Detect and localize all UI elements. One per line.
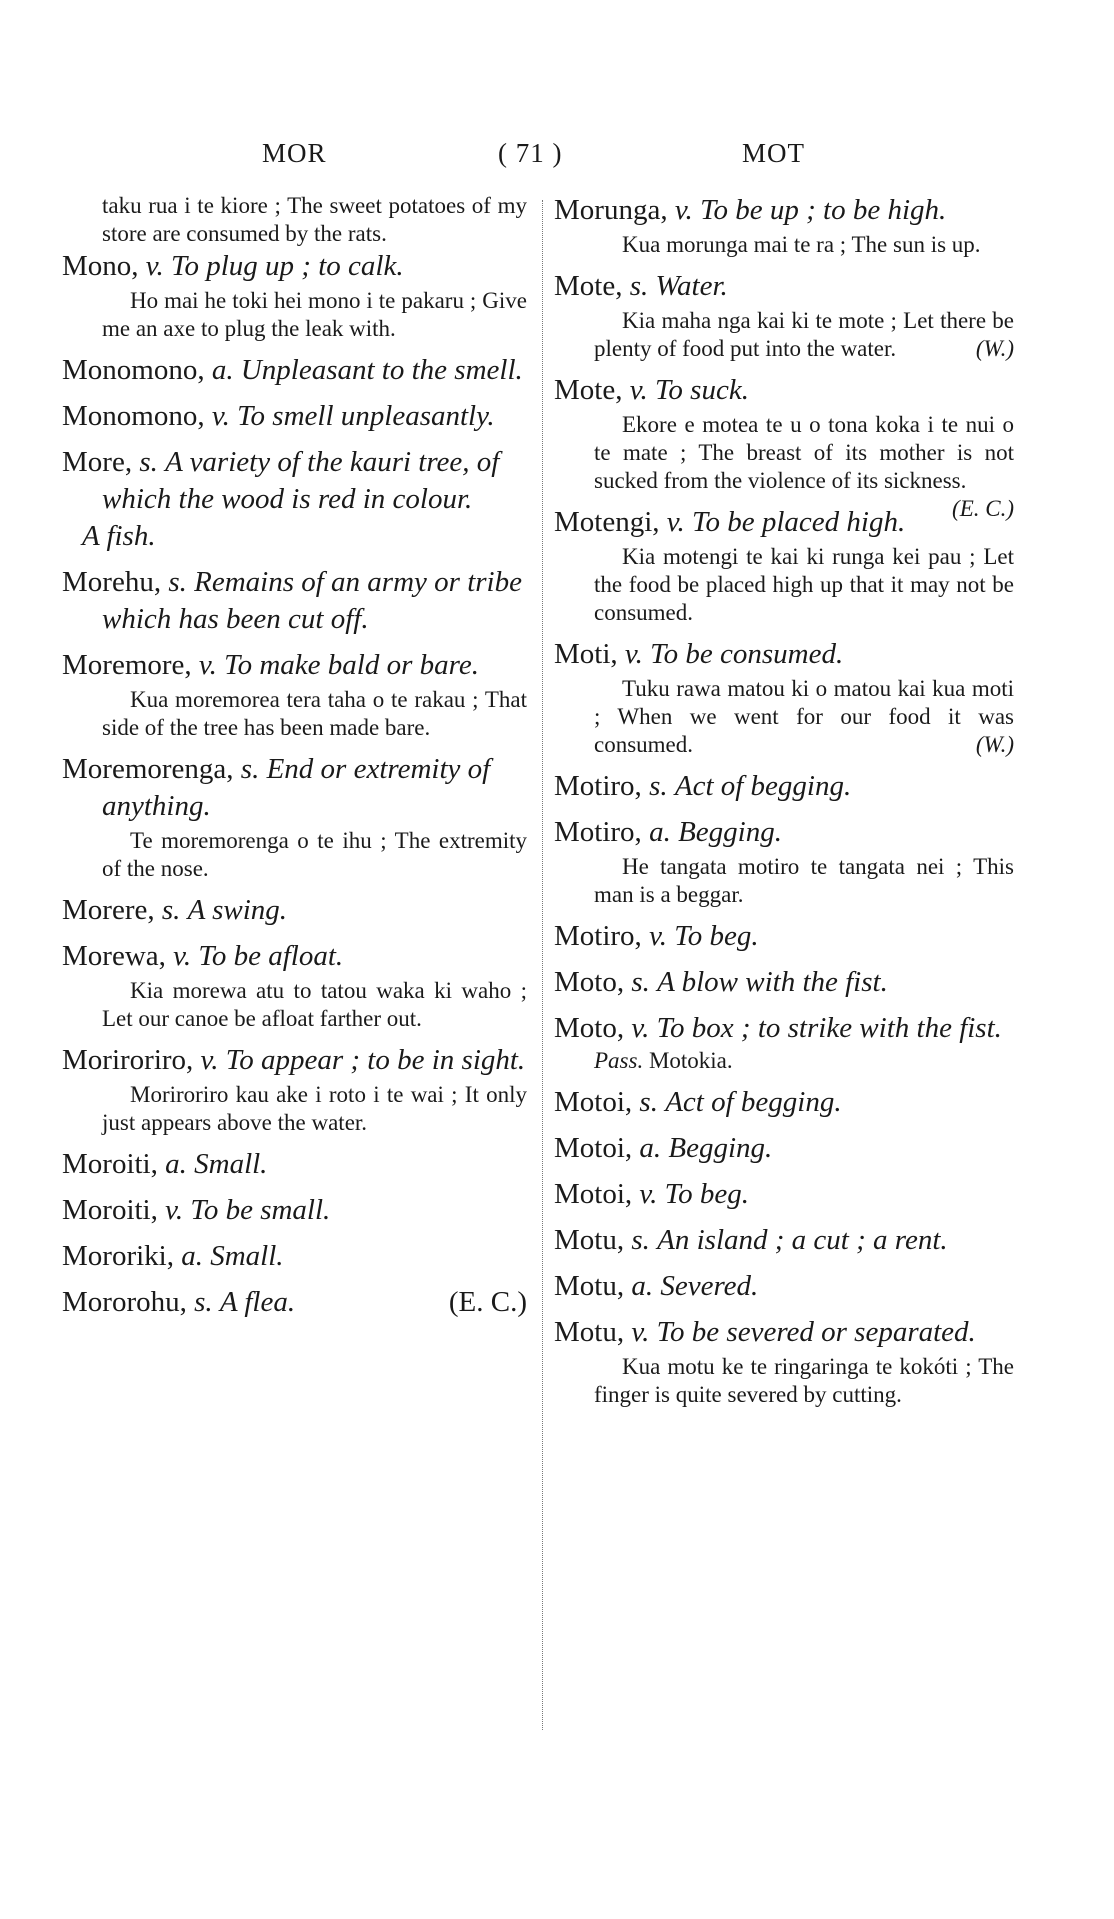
headword: Moremore,: [62, 649, 192, 681]
part-of-speech: v.: [624, 638, 643, 670]
headword: Motengi,: [554, 506, 660, 538]
entry-head: [62, 1042, 527, 1079]
part-of-speech: v.: [198, 649, 217, 681]
usage-example: [554, 307, 1014, 363]
entry-head: [62, 892, 527, 929]
entry-head: [62, 248, 527, 285]
dictionary-entry: [554, 1130, 1014, 1167]
dictionary-entry: [62, 564, 527, 638]
part-of-speech: s.: [629, 270, 649, 302]
headword: Mororiki,: [62, 1240, 174, 1272]
entry-head: [62, 938, 527, 975]
gloss: A swing.: [187, 894, 288, 926]
passive-word: Motokia.: [648, 1048, 733, 1073]
headword: Motoi,: [554, 1086, 633, 1118]
gloss: Severed.: [660, 1270, 759, 1302]
headword: Motiro,: [554, 770, 642, 802]
entry-head: [554, 1130, 1014, 1167]
example-text: Kia motengi te kai ki runga kei pau ; Let the food be placed high up that it may not be consumed.: [594, 544, 1014, 625]
entry-head: [554, 768, 1014, 805]
part-of-speech: s.: [194, 1286, 213, 1318]
entry-head: [62, 1192, 527, 1229]
part-of-speech: s.: [240, 753, 260, 785]
entry-head: [554, 964, 1014, 1001]
page-header: [0, 138, 1114, 178]
entry-head: [62, 398, 527, 435]
usage-example: [62, 827, 527, 883]
source-citation: (W.): [975, 732, 1014, 757]
entry-head: [554, 1314, 1014, 1351]
part-of-speech: v.: [211, 400, 230, 432]
gloss: A blow with the fist.: [657, 966, 888, 998]
headword: Morunga,: [554, 194, 668, 226]
headword: Moto,: [554, 1012, 625, 1044]
dictionary-entry: [554, 1176, 1014, 1213]
gloss: To be placed high.: [692, 506, 906, 538]
headword: Morehu,: [62, 566, 162, 598]
headword: Motiro,: [554, 920, 642, 952]
entry-head: [62, 647, 527, 684]
continued-example: taku rua i te kiore ; The sweet potatoes of my store are consumed by the rats.: [102, 193, 527, 246]
example-text: Moriroriro kau ake i roto i te wai ; It only just appears above the water.: [102, 1082, 527, 1135]
part-of-speech: v.: [629, 374, 648, 406]
gloss: To plug up ; to calk.: [171, 250, 404, 282]
headword: Motu,: [554, 1316, 625, 1348]
page-number: ( 71 ): [498, 138, 563, 168]
dictionary-entry: [62, 248, 527, 343]
headword: Motu,: [554, 1270, 625, 1302]
entry-head: [62, 564, 527, 638]
part-of-speech: a.: [165, 1148, 187, 1180]
part-of-speech: a.: [639, 1132, 662, 1164]
part-of-speech: v.: [666, 506, 685, 538]
running-head-right: MOT: [742, 138, 805, 168]
entry-head: [554, 1084, 1014, 1121]
part-of-speech: s.: [161, 894, 181, 926]
part-of-speech: v.: [639, 1178, 658, 1210]
part-of-speech: s.: [631, 966, 650, 998]
left-column: [62, 192, 527, 1330]
part-of-speech: a.: [181, 1240, 203, 1272]
gloss: An island ; a cut ; a rent.: [657, 1224, 948, 1256]
part-of-speech: v.: [165, 1194, 184, 1226]
gloss: Small.: [194, 1148, 268, 1180]
entry-head: [554, 918, 1014, 955]
entry-head: [554, 268, 1014, 305]
source-citation: (W.): [975, 336, 1014, 361]
gloss: Remains of an army or tribe which has been cut off.: [102, 566, 522, 635]
dictionary-entry: [62, 1284, 527, 1321]
part-of-speech: s.: [639, 1086, 658, 1118]
example-text: Kua moremorea tera taha o te rakau ; That side of the tree has been made bare.: [102, 687, 527, 740]
source-citation: (E. C.): [952, 496, 1014, 521]
source-citation: (E. C.): [448, 1286, 527, 1318]
gloss: Begging.: [668, 1132, 773, 1164]
entry-head: [554, 372, 1014, 409]
entry-head: [62, 751, 527, 825]
usage-example: [62, 977, 527, 1033]
entry-head: [62, 1284, 527, 1321]
usage-example: [554, 411, 1014, 521]
dictionary-entry: [554, 814, 1014, 909]
entry-head: [554, 192, 1014, 229]
example-text: He tangata motiro te tangata nei ; This man is a beggar.: [594, 854, 1014, 907]
example-text: Kia maha nga kai ki te mote ; Let there be plenty of food put into the water.: [594, 308, 1014, 361]
example-text: Kua motu ke te ringaringa te kokóti ; The finger is quite severed by cutting.: [594, 1354, 1014, 1407]
dictionary-entry: [62, 352, 527, 389]
dictionary-entry: [554, 504, 1014, 627]
dictionary-entry: [554, 192, 1014, 259]
headword: Moriroriro,: [62, 1044, 194, 1076]
headword: Morewa,: [62, 940, 166, 972]
gloss: To smell unpleasantly.: [237, 400, 495, 432]
dictionary-entry: [62, 1042, 527, 1137]
dictionary-entry: [554, 964, 1014, 1001]
entry-head: [62, 1238, 527, 1275]
example-text: Kua morunga mai te ra ; The sun is up.: [622, 232, 981, 257]
dictionary-entry: [554, 918, 1014, 955]
part-of-speech: s.: [139, 446, 158, 478]
part-of-speech: v.: [674, 194, 693, 226]
gloss: To be severed or separated.: [656, 1316, 976, 1348]
left-entry-list: [62, 248, 527, 1321]
gloss: To be afloat.: [198, 940, 344, 972]
part-of-speech: v.: [631, 1316, 650, 1348]
headword: Monomono,: [62, 354, 205, 386]
headword: Mote,: [554, 374, 623, 406]
usage-example: [62, 686, 527, 742]
headword: Moremorenga,: [62, 753, 234, 785]
headword: Motu,: [554, 1224, 625, 1256]
example-text: Kia morewa atu to tatou waka ki waho ; Let our canoe be afloat farther out.: [102, 978, 527, 1031]
usage-example: [62, 287, 527, 343]
usage-example: [554, 1353, 1014, 1409]
entry-head: [554, 814, 1014, 851]
part-of-speech: s.: [649, 770, 668, 802]
entry-head: [554, 1176, 1014, 1213]
example-text: Ho mai he toki hei mono i te pakaru ; Give me an axe to plug the leak with.: [102, 288, 527, 341]
usage-example: [554, 675, 1014, 759]
entry-head: [62, 444, 527, 518]
part-of-speech: s.: [168, 566, 187, 598]
dictionary-entry: [554, 1222, 1014, 1259]
gloss: A variety of the kauri tree, of which the wood is red in colour.: [102, 446, 500, 515]
headword: Monomono,: [62, 400, 205, 432]
passive-form: [554, 1047, 1014, 1075]
gloss: Act of begging.: [665, 1086, 842, 1118]
gloss: To make bald or bare.: [224, 649, 479, 681]
gloss: End or extremity of anything.: [102, 753, 491, 822]
gloss: Begging.: [678, 816, 782, 848]
dictionary-entry: [62, 892, 527, 929]
headword: Motoi,: [554, 1178, 633, 1210]
entry-head: [554, 1268, 1014, 1305]
gloss: To box ; to strike with the fist.: [656, 1012, 1002, 1044]
part-of-speech: a.: [211, 354, 234, 386]
dictionary-entry: [62, 1192, 527, 1229]
gloss: A flea.: [219, 1286, 296, 1318]
entry-head: [554, 1010, 1014, 1047]
headword: Mote,: [554, 270, 623, 302]
headword: Moto,: [554, 966, 625, 998]
dictionary-entry: [62, 751, 527, 883]
part-of-speech: v.: [145, 250, 164, 282]
sub-sense: A fish.: [82, 520, 156, 552]
gloss: Small.: [210, 1240, 284, 1272]
dictionary-entry: [62, 444, 527, 555]
part-of-speech: v.: [649, 920, 668, 952]
gloss: To beg.: [674, 920, 759, 952]
gloss: To suck.: [654, 374, 749, 406]
entry-head: [554, 1222, 1014, 1259]
headword: More,: [62, 446, 133, 478]
dictionary-entry: [554, 1314, 1014, 1409]
dictionary-entry: [62, 1146, 527, 1183]
dictionary-entry: [554, 268, 1014, 363]
entry-head: [62, 1146, 527, 1183]
usage-example: [554, 543, 1014, 627]
part-of-speech: v.: [200, 1044, 219, 1076]
gloss: To be consumed.: [650, 638, 844, 670]
usage-example: [554, 853, 1014, 909]
example-text: Tuku rawa matou ki o matou kai kua moti ; When we went for our food it was consumed.: [594, 676, 1014, 757]
dictionary-entry: [554, 1268, 1014, 1305]
part-of-speech: v.: [631, 1012, 650, 1044]
running-head-left: MOR: [262, 138, 327, 168]
headword: Motoi,: [554, 1132, 633, 1164]
dictionary-entry: [554, 768, 1014, 805]
dictionary-entry: [62, 647, 527, 742]
right-entry-list: [554, 192, 1014, 1409]
gloss: To appear ; to be in sight.: [225, 1044, 526, 1076]
dictionary-entry: [62, 938, 527, 1033]
right-column: [554, 192, 1014, 1418]
dictionary-entry: [554, 1010, 1014, 1075]
passive-label: Pass.: [594, 1048, 644, 1073]
entry-head: [62, 352, 527, 389]
headword: Moroiti,: [62, 1148, 158, 1180]
column-divider: [542, 200, 543, 1730]
entry-head: [554, 504, 1014, 541]
dictionary-entry: [62, 1238, 527, 1275]
dictionary-entry: [62, 398, 527, 435]
gloss: Water.: [655, 270, 728, 302]
headword: Moroiti,: [62, 1194, 158, 1226]
gloss: To be small.: [190, 1194, 331, 1226]
usage-example: [62, 1081, 527, 1137]
part-of-speech: s.: [631, 1224, 650, 1256]
part-of-speech: a.: [649, 816, 671, 848]
gloss: Act of begging.: [674, 770, 852, 802]
headword: Morere,: [62, 894, 155, 926]
gloss: Unpleasant to the smell.: [240, 354, 523, 386]
dictionary-entry: [554, 1084, 1014, 1121]
entry-head: [554, 636, 1014, 673]
headword: Moti,: [554, 638, 618, 670]
example-text: Te moremorenga o te ihu ; The extremity of the nose.: [102, 828, 527, 881]
part-of-speech: v.: [173, 940, 192, 972]
part-of-speech: a.: [631, 1270, 654, 1302]
usage-example: [554, 231, 1014, 259]
gloss: To be up ; to be high.: [700, 194, 947, 226]
headword: Motiro,: [554, 816, 642, 848]
gloss: To beg.: [664, 1178, 749, 1210]
example-text: Ekore e motea te u o tona koka i te nui o te mate ; The breast of its mother is not sucked from the violence of its sickness.: [594, 412, 1014, 493]
headword: Mororohu,: [62, 1286, 187, 1318]
dictionary-entry: [554, 636, 1014, 759]
headword: Mono,: [62, 250, 139, 282]
dictionary-entry: [554, 372, 1014, 521]
